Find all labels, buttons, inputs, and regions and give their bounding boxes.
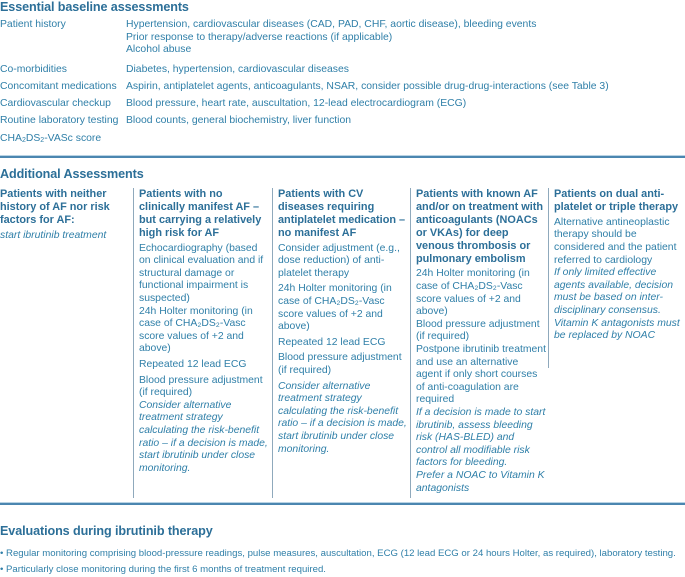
value-line: Alcohol abuse [126, 44, 681, 57]
column-item: Repeated 12 lead ECG [278, 337, 409, 350]
evaluations-section-title: Evaluations during ibrutinib therapy [0, 524, 213, 538]
column-item: Consider alternative treatment strategy calculating the risk-benefit ratio – if a decision is made, start ibrutinib under close monitoring. [278, 381, 409, 457]
divider [0, 503, 685, 505]
column-known-af-anticoagulants [410, 188, 547, 498]
row-value [126, 98, 681, 111]
row-label: Concomitant medications [0, 81, 122, 94]
essential-section-title: Essential baseline assessments [0, 0, 189, 14]
bullet-item: • Particularly close monitoring during the first 6 months of treatment required. [0, 562, 676, 577]
column-cv-antiplatelet [272, 188, 409, 498]
score-label-part: CHA [0, 133, 22, 144]
column-no-af-history [0, 188, 130, 245]
score-label-part: DS [26, 133, 40, 144]
column-item: If only limited effective agents available, decision must be based on inter-disciplinary consensus. [554, 267, 685, 317]
column-high-risk-af [133, 188, 270, 498]
column-item: Consider adjustment (e.g., dose reduction) of anti-platelet therapy [278, 243, 409, 281]
row-value [126, 64, 681, 77]
score-label-sub: 2 [22, 137, 26, 144]
column-heading: Patients with neither history of AF nor risk factors for AF: [0, 188, 130, 227]
column-item: Alternative antineoplastic therapy should be considered and the patient referred to cardiology [554, 217, 685, 267]
row-value [126, 115, 681, 128]
value-line: Blood counts, general biochemistry, liver function [126, 115, 681, 128]
value-line: Diabetes, hypertension, cardiovascular diseases [126, 64, 681, 77]
row-value [126, 81, 681, 94]
column-heading: Patients with known AF and/or on treatment with anticoagulants (NOACs or VKAs) for deep venous thrombosis or pulmonary embolism [416, 188, 547, 265]
column-item: start ibrutinib treatment [0, 230, 130, 243]
column-heading: Patients with no clinically manifest AF – but carrying a relatively high risk for AF [139, 188, 270, 240]
column-heading: Patients with CV diseases requiring antiplatelet medication – no manifest AF [278, 188, 409, 240]
evaluations-bullet-list [0, 546, 676, 577]
row-label: Patient history [0, 19, 122, 32]
bullet-item: • Regular monitoring comprising blood-pressure readings, pulse measures, auscultation, ECG (12 lead ECG or 24 hours Holter, as required), laboratory testing. [0, 546, 676, 562]
row-label: Cardiovascular checkup [0, 98, 122, 111]
score-label-part: -VASc score [44, 133, 101, 144]
value-line: Prior response to therapy/adverse reactions (if applicable) [126, 32, 681, 45]
column-dual-antiplatelet [548, 188, 685, 368]
additional-section-title: Additional Assessments [0, 167, 144, 181]
column-item: Repeated 12 lead ECG [139, 359, 270, 372]
row-value [126, 19, 681, 57]
column-item: 24h Holter monitoring (in case of CHA₂DS₂-Vasc score values of +2 and above) [416, 268, 547, 318]
column-item: 24h Holter monitoring (in case of CHA₂DS₂-Vasc score values of +2 and above) [278, 283, 409, 333]
column-item: 24h Holter monitoring (in case of CHA₂DS₂-Vasc score values of +2 and above) [139, 306, 270, 356]
value-line: Hypertension, cardiovascular diseases (CAD, PAD, CHF, aortic disease), bleeding events [126, 19, 681, 32]
column-item: Blood pressure adjustment (if required) [416, 319, 547, 344]
column-item: Blood pressure adjustment (if required) [278, 352, 409, 377]
value-line: Blood pressure, heart rate, auscultation, 12-lead electrocardiogram (ECG) [126, 98, 681, 111]
column-heading: Patients on dual anti-platelet or triple therapy [554, 188, 685, 214]
column-item: If a decision is made to start ibrutinib, assess bleeding risk (HAS-BLED) and control all modifiable risk factors for bleeding. [416, 407, 547, 470]
value-line: Aspirin, antiplatelet agents, anticoagulants, NSAR, consider possible drug-drug-interactions (see Table 3) [126, 81, 681, 94]
column-item: Prefer a NOAC to Vitamin K antagonists [416, 470, 547, 495]
divider [0, 156, 685, 158]
column-item: Vitamin K antagonists must be replaced by NOAC [554, 318, 685, 343]
score-label-sub: 2 [40, 137, 44, 144]
column-item: Blood pressure adjustment (if required) [139, 375, 270, 400]
row-label: Routine laboratory testing [0, 115, 122, 128]
column-item: Postpone ibrutinib treatment and use an alternative agent if only short courses of anti-coagulation are required [416, 344, 547, 407]
column-item: Consider alternative treatment strategy calculating the risk-benefit ratio – if a decision is made, start ibrutinib under close monitoring. [139, 400, 270, 476]
row-label: Co-morbidities [0, 64, 122, 77]
column-item: Echocardiography (based on clinical evaluation and if structural damage or functional impairment is suspected) [139, 243, 270, 306]
row-label [0, 133, 122, 146]
